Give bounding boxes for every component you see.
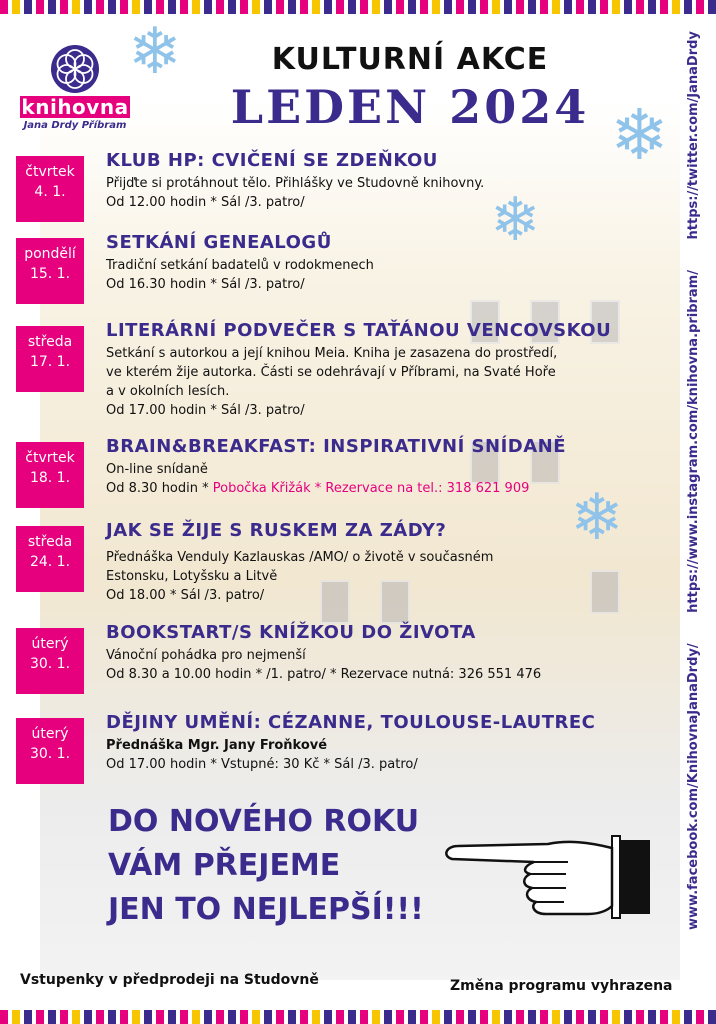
- event-date: 30. 1.: [29, 656, 71, 672]
- event-date: 24. 1.: [29, 554, 71, 570]
- event-date-badge: [16, 526, 84, 592]
- event-description: [106, 646, 646, 684]
- twitter-link[interactable]: https://twitter.com/JanaDrdy: [686, 31, 701, 240]
- message-line: VÁM PŘEJEME: [108, 848, 341, 883]
- event-date-badge: [16, 326, 84, 392]
- event-line: Od 17.00 hodin * Sál /3. patro/: [106, 403, 305, 418]
- logo-wordmark: knihovna: [21, 95, 129, 119]
- event-date-badge: [16, 718, 84, 784]
- snowflake-icon: ❄: [610, 94, 669, 176]
- event-date: 18. 1.: [29, 470, 71, 486]
- event-day: úterý: [31, 726, 69, 742]
- pointing-hand-icon: [438, 826, 656, 926]
- event-line: Od 18.00 * Sál /3. patro/: [106, 588, 265, 603]
- event-title: BRAIN&BREAKFAST: INSPIRATIVNÍ SNÍDANĚ: [106, 436, 567, 457]
- event-date-badge: [16, 238, 84, 304]
- event-day: pondělí: [24, 246, 76, 262]
- message-line: DO NOVÉHO ROKU: [108, 804, 420, 839]
- event-date-badge: [16, 442, 84, 508]
- event-description: [106, 256, 646, 294]
- event-line: Od 17.00 hodin * Vstupné: 30 Kč * Sál /3. patro/: [106, 757, 418, 772]
- event-line: Přijďte si protáhnout tělo. Přihlášky ve Studovně knihovny.: [106, 176, 485, 191]
- snowflake-icon: ❄: [570, 481, 624, 555]
- event-description: [106, 736, 646, 774]
- event-title: DĚJINY UMĚNÍ: CÉZANNE, TOULOUSE-LAUTREC: [106, 712, 596, 733]
- event-line: Od 12.00 hodin * Sál /3. patro/: [106, 195, 305, 210]
- event-line: Tradiční setkání badatelů v rodokmenech: [106, 258, 374, 273]
- event-line: Od 8.30 a 10.00 hodin * /1. patro/ * Rezervace nutná: 326 551 476: [106, 667, 542, 682]
- instagram-link[interactable]: https://www.instagram.com/knihovna.pribram/: [686, 270, 701, 613]
- footer-program-change-note: Změna programu vyhrazena: [450, 978, 673, 994]
- event-title: LITERÁRNÍ PODVEČER S TAŤÁNOU VENCOVSKOU: [106, 320, 612, 341]
- footer-tickets-note: Vstupenky v předprodeji na Studovně: [20, 972, 319, 988]
- social-links: [686, 31, 710, 930]
- event-title: BOOKSTART/S KNÍŽKOU DO ŽIVOTA: [106, 622, 476, 643]
- top-stripe-border: [0, 0, 716, 14]
- event-title: SETKÁNÍ GENEALOGŮ: [106, 232, 332, 253]
- event-day: středa: [27, 534, 73, 550]
- event-line: Přednáška Venduly Kazlauskas /AMO/ o životě v současném: [106, 550, 494, 565]
- event-day: čtvrtek: [25, 164, 75, 180]
- event-description: [106, 548, 646, 605]
- event-line: ve kterém žije autorka. Části se odehrávají v Příbrami, na Svaté Hoře: [106, 365, 556, 380]
- event-date: 4. 1.: [34, 184, 66, 200]
- event-day: středa: [27, 334, 73, 350]
- poster-title: KULTURNÍ AKCE: [271, 42, 549, 77]
- event-time: Od 8.30 hodin *: [106, 481, 213, 496]
- event-line: On-line snídaně: [106, 462, 208, 477]
- library-logo[interactable]: [20, 38, 130, 131]
- snowflake-icon: ❄: [128, 15, 182, 89]
- event-line: a v okolních lesích.: [106, 384, 230, 399]
- event-line: Přednáška Mgr. Jany Froňkové: [106, 738, 328, 753]
- poster-month: LEDEN 2024: [230, 80, 590, 134]
- event-day: čtvrtek: [25, 450, 75, 466]
- event-date: 30. 1.: [29, 746, 71, 762]
- event-date: 17. 1.: [29, 354, 71, 370]
- event-line: [106, 479, 646, 498]
- event-date-badge: [16, 628, 84, 694]
- event-description: [106, 344, 646, 420]
- event-line: Estonsku, Lotyšsku a Litvě: [106, 569, 278, 584]
- snowflake-icon: ❄: [490, 185, 541, 255]
- event-reservation: Pobočka Křižák * Rezervace na tel.: 318 621 909: [212, 481, 530, 496]
- event-line: Setkání s autorkou a její knihou Meia. Kniha je zasazena do prostředí,: [106, 346, 558, 361]
- logo-subtitle: Jana Drdy Příbram: [23, 120, 127, 131]
- new-year-message: [108, 800, 424, 932]
- facebook-link[interactable]: www.facebook.com/KnihovnaJanaDrdy/: [686, 643, 701, 930]
- event-date-badge: [16, 156, 84, 222]
- flower-logo-icon: [50, 44, 100, 94]
- event-date: 15. 1.: [29, 266, 71, 282]
- event-line: Vánoční pohádka pro nejmenší: [106, 648, 306, 663]
- event-title: KLUB HP: CVIČENÍ SE ZDEŇKOU: [106, 150, 438, 171]
- bottom-stripe-border: [0, 1010, 716, 1024]
- event-description: [106, 174, 646, 212]
- event-title: JAK SE ŽIJE S RUSKEM ZA ZÁDY?: [106, 520, 447, 541]
- event-description: [106, 460, 646, 498]
- event-line: Od 16.30 hodin * Sál /3. patro/: [106, 277, 305, 292]
- event-day: úterý: [31, 636, 69, 652]
- message-line: JEN TO NEJLEPŠÍ!!!: [108, 892, 424, 927]
